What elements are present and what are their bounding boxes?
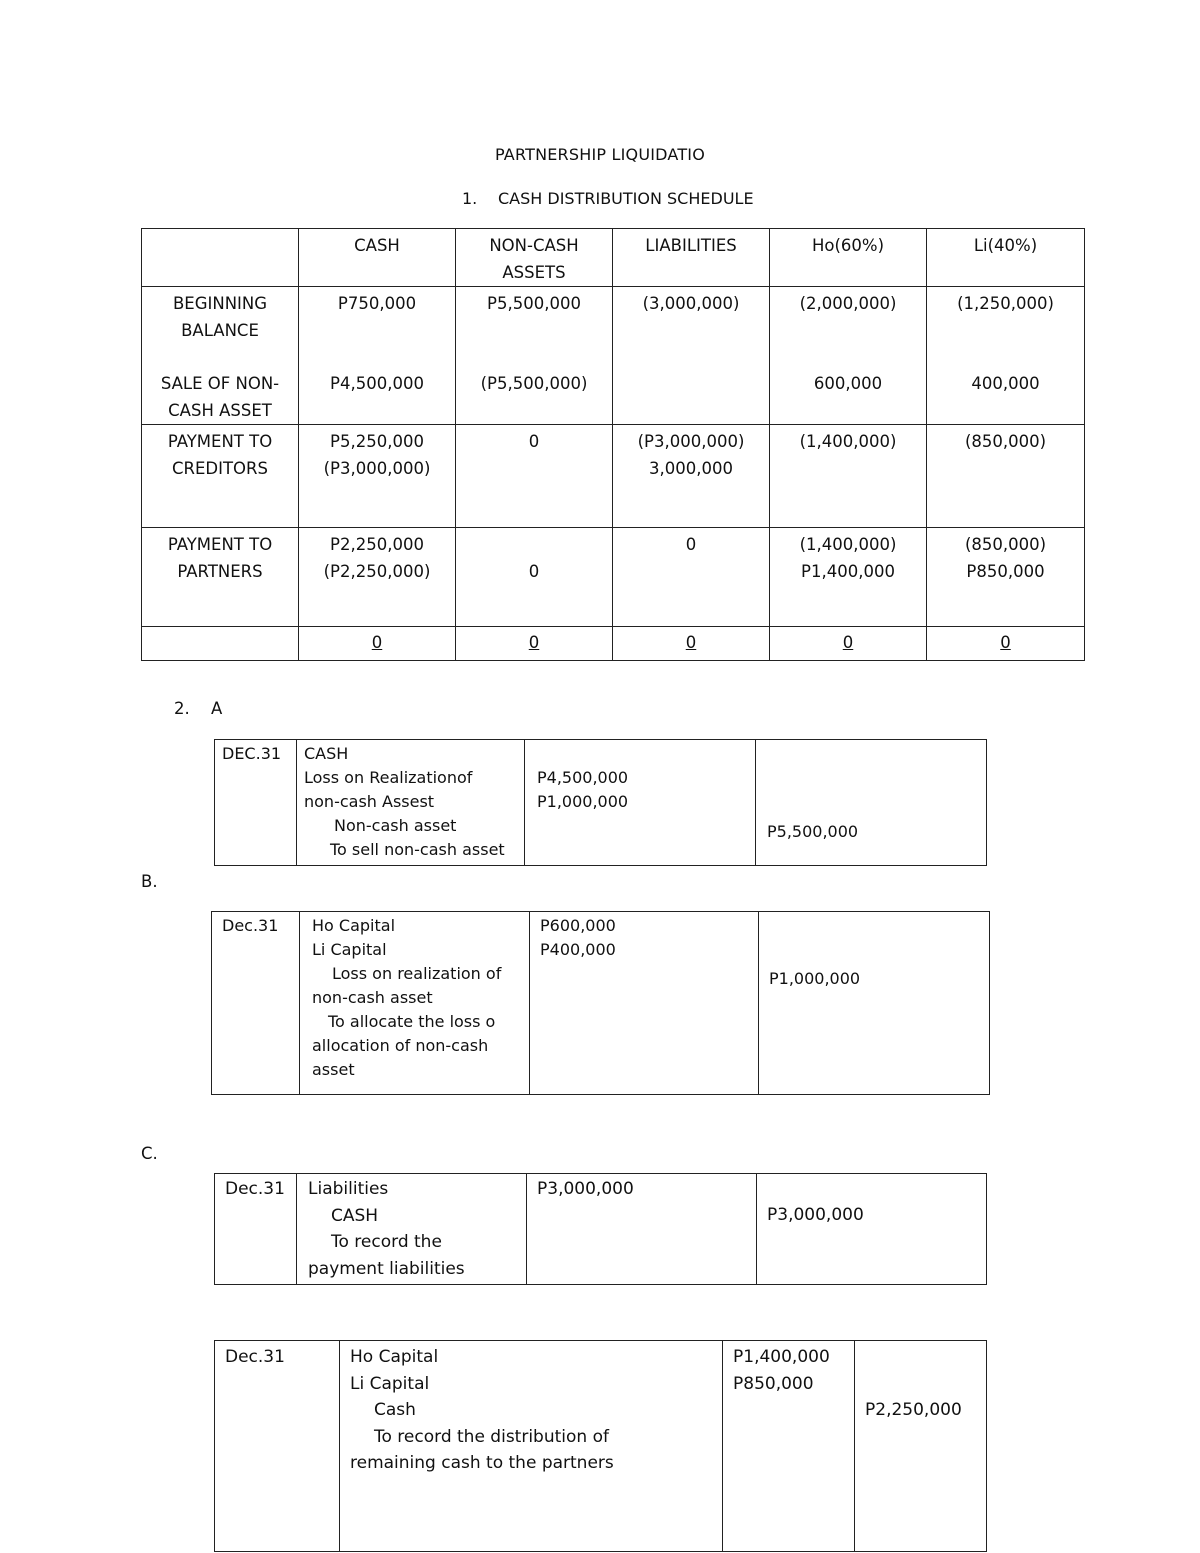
debit-amount: P1,000,000 bbox=[537, 792, 629, 811]
creditors-cash-payment: (P3,000,000) bbox=[323, 459, 431, 478]
entry-date: Dec.31 bbox=[215, 1341, 340, 1552]
liabilities-cell bbox=[613, 425, 770, 528]
schedule-row-partners bbox=[142, 528, 1085, 627]
entry-date: DEC.31 bbox=[215, 740, 297, 866]
desc-line: Non-cash asset bbox=[334, 816, 457, 835]
section-1-heading bbox=[462, 189, 754, 208]
debit-amount: P400,000 bbox=[540, 940, 616, 959]
entry-description bbox=[297, 1174, 527, 1285]
cash-cell bbox=[299, 287, 456, 425]
entry-date: Dec.31 bbox=[212, 912, 300, 1095]
noncash-cell: 0 bbox=[456, 425, 613, 528]
entry-credit bbox=[759, 912, 990, 1095]
sale-li: 400,000 bbox=[971, 374, 1040, 393]
sale-ho: 600,000 bbox=[813, 374, 883, 393]
entry-credit bbox=[756, 740, 987, 866]
section-c-label: C. bbox=[141, 1144, 158, 1163]
desc-line: Cash bbox=[374, 1400, 416, 1420]
header-cell: NON-CASH ASSETS bbox=[456, 229, 613, 287]
entry-description bbox=[297, 740, 525, 866]
li-cell bbox=[927, 528, 1085, 627]
beginning-noncash: P5,500,000 bbox=[487, 294, 581, 313]
desc-line: Liabilities bbox=[308, 1179, 389, 1199]
schedule-row-beginning-and-sale bbox=[142, 287, 1085, 425]
cash-cell bbox=[299, 528, 456, 627]
creditors-cash: P5,250,000 bbox=[330, 432, 424, 451]
entry-date: Dec.31 bbox=[215, 1174, 297, 1285]
entry-credit bbox=[855, 1341, 987, 1552]
desc-line: non-cash Assest bbox=[304, 792, 435, 811]
partners-label: PAYMENT TO PARTNERS bbox=[167, 535, 273, 581]
beginning-liabilities: (3,000,000) bbox=[642, 294, 740, 313]
total-cell: 0 bbox=[299, 627, 456, 661]
header-cell: Ho(60%) bbox=[770, 229, 927, 287]
total-cell: 0 bbox=[927, 627, 1085, 661]
creditors-liabilities: (P3,000,000) bbox=[637, 432, 745, 451]
sale-noncash: (P5,500,000) bbox=[480, 374, 588, 393]
desc-line: To sell non-cash asset bbox=[330, 840, 505, 859]
debit-amount: P4,500,000 bbox=[537, 768, 629, 787]
total-cell: 0 bbox=[613, 627, 770, 661]
beginning-cash: P750,000 bbox=[337, 294, 417, 313]
schedule-header-row bbox=[142, 229, 1085, 287]
desc-line: Loss on Realizationof bbox=[304, 768, 473, 787]
credit-amount: P3,000,000 bbox=[767, 1205, 864, 1225]
desc-line: To record the bbox=[331, 1232, 442, 1252]
li-cell bbox=[927, 287, 1085, 425]
header-cell: Li(40%) bbox=[927, 229, 1085, 287]
schedule-row-creditors bbox=[142, 425, 1085, 528]
liabilities-cell: 0 bbox=[613, 528, 770, 627]
desc-line: Loss on realization of bbox=[332, 964, 502, 983]
desc-line: payment liabilities bbox=[308, 1258, 465, 1279]
journal-entry-a bbox=[214, 739, 987, 866]
beginning-balance-label: BEGINNING BALANCE bbox=[172, 294, 268, 340]
cash-cell bbox=[299, 425, 456, 528]
section-1-number: 1. bbox=[462, 189, 478, 208]
noncash-cell bbox=[456, 287, 613, 425]
section-2-label: A bbox=[211, 699, 223, 718]
section-2-number: 2. bbox=[174, 699, 190, 718]
total-cell: 0 bbox=[456, 627, 613, 661]
desc-line: allocation of non-cash bbox=[312, 1036, 489, 1055]
sale-label: SALE OF NON-CASH ASSET bbox=[160, 374, 280, 420]
debit-amount: P1,400,000 bbox=[733, 1347, 830, 1367]
desc-line: Ho Capital bbox=[350, 1347, 439, 1367]
schedule-totals-row bbox=[142, 627, 1085, 661]
total-cell bbox=[142, 627, 299, 661]
desc-line: remaining cash to the partners bbox=[350, 1453, 614, 1473]
journal-entry-d bbox=[214, 1340, 987, 1552]
debit-amount: P600,000 bbox=[540, 916, 616, 935]
desc-line: To record the distribution of bbox=[374, 1426, 609, 1447]
ho-cell: (1,400,000) bbox=[770, 425, 927, 528]
journal-entry-b bbox=[211, 911, 990, 1095]
partners-li-payment: P850,000 bbox=[966, 562, 1045, 581]
ho-cell bbox=[770, 287, 927, 425]
desc-line: non-cash asset bbox=[312, 988, 433, 1007]
desc-line: CASH bbox=[331, 1205, 379, 1226]
desc-line: asset bbox=[312, 1060, 355, 1079]
header-cell: LIABILITIES bbox=[613, 229, 770, 287]
desc-line: Li Capital bbox=[350, 1373, 430, 1394]
cash-distribution-schedule bbox=[141, 228, 1085, 661]
header-cell bbox=[142, 229, 299, 287]
credit-amount: P2,250,000 bbox=[865, 1400, 962, 1420]
beginning-li: (1,250,000) bbox=[957, 294, 1054, 313]
row-label-cell bbox=[142, 425, 299, 528]
journal-entry-c bbox=[214, 1173, 987, 1285]
row-label-cell bbox=[142, 528, 299, 627]
noncash-cell bbox=[456, 528, 613, 627]
creditors-label: PAYMENT TO CREDITORS bbox=[167, 432, 273, 478]
row-label-cell bbox=[142, 287, 299, 425]
debit-amount: P850,000 bbox=[733, 1373, 814, 1394]
desc-line: CASH bbox=[304, 744, 349, 763]
partners-cash-payment: (P2,250,000) bbox=[323, 562, 431, 581]
desc-line: Li Capital bbox=[312, 940, 387, 959]
credit-amount: P1,000,000 bbox=[769, 969, 861, 988]
sale-cash: P4,500,000 bbox=[330, 374, 424, 393]
desc-line: To allocate the loss o bbox=[328, 1012, 496, 1031]
li-cell: (850,000) bbox=[927, 425, 1085, 528]
entry-description bbox=[340, 1341, 723, 1552]
entry-debit bbox=[525, 740, 756, 866]
partners-noncash: 0 bbox=[528, 562, 540, 581]
partners-ho: (1,400,000) bbox=[799, 535, 897, 554]
beginning-ho: (2,000,000) bbox=[799, 294, 897, 313]
liabilities-cell bbox=[613, 287, 770, 425]
partners-li: (850,000) bbox=[964, 535, 1047, 554]
creditors-liabilities-payment: 3,000,000 bbox=[649, 459, 733, 478]
entry-debit bbox=[723, 1341, 855, 1552]
total-cell: 0 bbox=[770, 627, 927, 661]
desc-line: Ho Capital bbox=[312, 916, 396, 935]
entry-debit: P3,000,000 bbox=[527, 1174, 757, 1285]
section-2-heading bbox=[174, 699, 222, 718]
partners-ho-payment: P1,400,000 bbox=[801, 562, 895, 581]
ho-cell bbox=[770, 528, 927, 627]
section-b-label: B. bbox=[141, 872, 158, 891]
document-title: PARTNERSHIP LIQUIDATIO bbox=[494, 145, 706, 164]
credit-amount: P5,500,000 bbox=[767, 822, 859, 841]
entry-description bbox=[300, 912, 530, 1095]
header-cell: CASH bbox=[299, 229, 456, 287]
entry-debit bbox=[530, 912, 759, 1095]
partners-cash: P2,250,000 bbox=[330, 535, 424, 554]
section-1-title: CASH DISTRIBUTION SCHEDULE bbox=[498, 189, 754, 208]
entry-credit bbox=[757, 1174, 987, 1285]
